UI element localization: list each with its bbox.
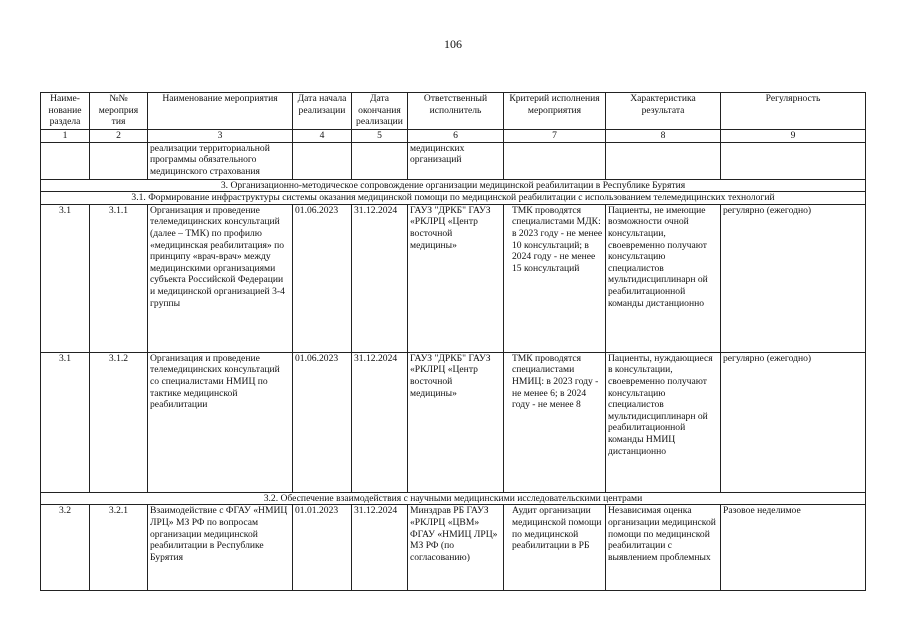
subsection-3-1-title: 3.1. Формирование инфраструктуры системы оказания медицинской помощи по медицинской реабилитации с использованием телемедицинских технологий (41, 192, 866, 205)
header-number: №№ мероприя тия (90, 93, 148, 130)
row-result: Независимая оценка организации медицинской помощи по медицинской реабилитации с выявлением проблемных (606, 505, 721, 591)
column-number: 8 (606, 130, 721, 143)
column-number: 4 (293, 130, 352, 143)
row-result: Пациенты, нуждающиеся в консультации, своевременно получают консультацию специалистов мультидисциплинарн ой реабилитационной команды НМИЦ дистанционно (606, 352, 721, 492)
row-start-date: 01.06.2023 (293, 352, 352, 492)
row-regularity: регулярно (ежегодно) (721, 204, 866, 352)
table-row (41, 352, 866, 492)
activities-table (40, 92, 866, 591)
row-name: Организация и проведение телемедицинских консультаций со специалистами НМИЦ по тактике медицинской реабилитации (148, 352, 293, 492)
row-result: Пациенты, не имеющие возможности очной консультации, своевременно получают консультацию специалистов мультидисциплинарн ой реабилитационной команды дистанционно (606, 204, 721, 352)
continuation-executor: медицинских организаций (408, 142, 504, 179)
row-section: 3.1 (41, 352, 90, 492)
row-end-date: 31.12.2024 (352, 505, 408, 591)
column-number: 2 (90, 130, 148, 143)
page-number: 106 (444, 37, 462, 51)
column-number: 5 (352, 130, 408, 143)
row-criterion: Аудит организации медицинской помощи по медицинской реабилитации в РБ (504, 505, 606, 591)
subsection-3-2-row (41, 492, 866, 505)
row-name: Взаимодействие с ФГАУ «НМИЦ ЛРЦ» МЗ РФ по вопросам организации медицинской реабилитации в Республике Бурятия (148, 505, 293, 591)
subsection-3-2-title: 3.2. Обеспечение взаимодействия с научными медицинскими исследовательскими центрами (41, 492, 866, 505)
row-section: 3.1 (41, 204, 90, 352)
subsection-3-1-row (41, 192, 866, 205)
header-start-date: Дата начала реализации (293, 93, 352, 130)
row-criterion: ТМК проводятся специалистами НМИЦ: в 2023 году - не менее 6; в 2024 году - не менее 8 (504, 352, 606, 492)
column-number: 7 (504, 130, 606, 143)
column-number: 6 (408, 130, 504, 143)
row-executor: Минздрав РБ ГАУЗ «РКЛРЦ «ЦВМ» ФГАУ «НМИЦ ЛРЦ» МЗ РФ (по согласованию) (408, 505, 504, 591)
row-section: 3.2 (41, 505, 90, 591)
continuation-row (41, 142, 866, 179)
header-section: Наиме-нование раздела (41, 93, 90, 130)
column-number: 1 (41, 130, 90, 143)
row-regularity: регулярно (ежегодно) (721, 352, 866, 492)
header-regularity: Регулярность (721, 93, 866, 130)
row-name: Организация и проведение телемедицинских консультаций (далее – ТМК) по профилю «медицинская реабилитация» по принципу «врач-врач» между медицинскими организациями субъекта Российской Федерации и медицинской организацией 3-4 группы (148, 204, 293, 352)
row-number: 3.1.2 (90, 352, 148, 492)
row-start-date: 01.06.2023 (293, 204, 352, 352)
header-executor: Ответственный исполнитель (408, 93, 504, 130)
row-executor: ГАУЗ "ДРКБ" ГАУЗ «РКЛРЦ «Центр восточной медицины» (408, 352, 504, 492)
row-end-date: 31.12.2024 (352, 204, 408, 352)
section-3-title: 3. Организационно-методическое сопровождение организации медицинской реабилитации в Республике Бурятия (41, 179, 866, 192)
row-number: 3.2.1 (90, 505, 148, 591)
header-end-date: Дата окончания реализации (352, 93, 408, 130)
section-3-row (41, 179, 866, 192)
row-end-date: 31.12.2024 (352, 352, 408, 492)
table-header-row (41, 93, 866, 130)
column-number: 9 (721, 130, 866, 143)
column-number: 3 (148, 130, 293, 143)
header-result: Характеристика результата (606, 93, 721, 130)
column-number-row (41, 130, 866, 143)
row-start-date: 01.01.2023 (293, 505, 352, 591)
row-number: 3.1.1 (90, 204, 148, 352)
table-row (41, 204, 866, 352)
continuation-name: реализации территориальной программы обязательного медицинского страхования (148, 142, 293, 179)
row-regularity: Разовое неделимое (721, 505, 866, 591)
row-executor: ГАУЗ "ДРКБ" ГАУЗ «РКЛРЦ «Центр восточной медицины» (408, 204, 504, 352)
header-criterion: Критерий исполнения мероприятия (504, 93, 606, 130)
header-name: Наименование мероприятия (148, 93, 293, 130)
table-row (41, 505, 866, 591)
row-criterion: ТМК проводятся специалистами МДК: в 2023 году - не менее 10 консультаций; в 2024 году - не менее 15 консультаций (504, 204, 606, 352)
